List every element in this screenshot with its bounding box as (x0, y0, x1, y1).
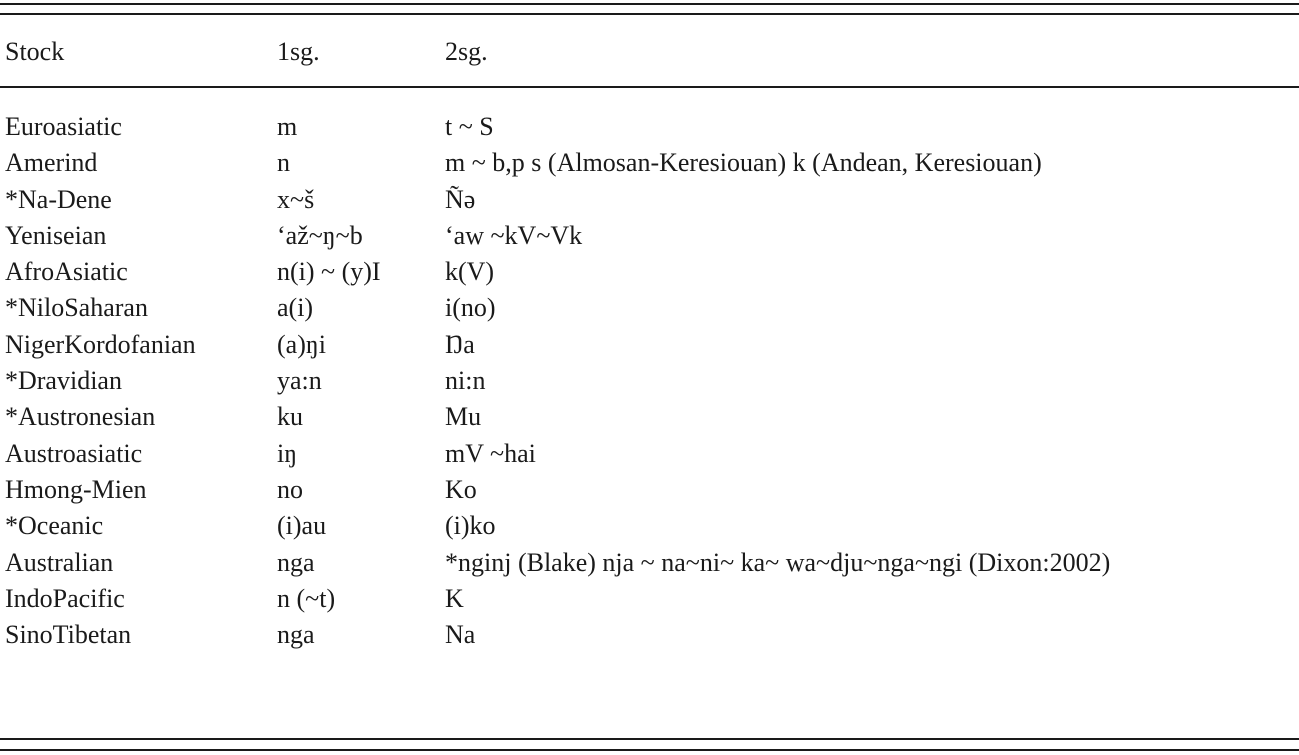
cell-stock: IndoPacific (5, 583, 125, 613)
cell-2sg: K (445, 583, 464, 613)
header-1sg: 1sg. (277, 37, 320, 66)
table-row (0, 399, 1299, 435)
table-row (0, 182, 1299, 218)
cell-stock: SinoTibetan (5, 620, 132, 650)
cell-stock: Australian (5, 547, 114, 577)
table-header-rule (0, 86, 1299, 88)
cell-stock: Euroasiatic (5, 112, 122, 141)
cell-1sg: ku (277, 402, 303, 432)
cell-2sg: ‘aw ~kV~Vk (445, 220, 583, 250)
cell-1sg: ya:n (277, 366, 322, 396)
table-row (0, 581, 1299, 617)
cell-1sg: n(i) ~ (y)I (277, 257, 381, 287)
table-header-row (0, 34, 1299, 70)
cell-1sg: nga (277, 620, 315, 650)
table-row (0, 617, 1299, 653)
table-row (0, 363, 1299, 399)
table-row (0, 109, 1299, 145)
table-row (0, 472, 1299, 508)
cell-2sg: *nginj (Blake) nja ~ na~ni~ ka~ wa~dju~nga~ngi (Dixon:2002) (445, 547, 1111, 577)
table-row (0, 436, 1299, 472)
header-stock: Stock (5, 37, 65, 66)
table-bottom-rule-inner (0, 738, 1299, 740)
cell-1sg: (i)au (277, 511, 327, 541)
cell-2sg: mV ~hai (445, 438, 536, 468)
cell-stock: NigerKordofanian (5, 329, 196, 359)
cell-2sg: (i)ko (445, 511, 496, 541)
table-body (0, 109, 1299, 653)
cell-2sg: Ko (445, 474, 477, 504)
cell-2sg: Ñə (445, 184, 476, 214)
cell-2sg: m ~ b,p s (Almosan-Keresiouan) k (Andean, Keresiouan) (445, 148, 1042, 178)
table-row (0, 508, 1299, 544)
table-top-rule-outer (0, 3, 1299, 5)
cell-1sg: m (277, 112, 298, 141)
cell-1sg: iŋ (277, 438, 298, 468)
cell-1sg: ‘až~ŋ~b (277, 220, 363, 250)
table-row (0, 327, 1299, 363)
cell-1sg: a(i) (277, 293, 314, 323)
cell-2sg: ni:n (445, 366, 486, 396)
cell-2sg: k(V) (445, 257, 495, 287)
cell-1sg: x~š (277, 184, 315, 214)
cell-stock: Hmong-Mien (5, 474, 147, 504)
cell-stock: Yeniseian (5, 220, 107, 250)
table-row (0, 218, 1299, 254)
cell-stock: *Austronesian (5, 402, 156, 432)
cell-2sg: i(no) (445, 293, 496, 323)
cell-1sg: (a)ŋi (277, 329, 326, 359)
table-row (0, 290, 1299, 326)
table-bottom-rule-outer (0, 749, 1299, 751)
cell-stock: *Dravidian (5, 366, 122, 396)
cell-2sg: Na (445, 620, 476, 650)
table-top-rule-inner (0, 13, 1299, 15)
header-2sg: 2sg. (445, 37, 488, 66)
table-row (0, 254, 1299, 290)
table-row (0, 545, 1299, 581)
cell-stock: *Na-Dene (5, 184, 112, 214)
cell-stock: AfroAsiatic (5, 257, 128, 287)
cell-stock: Amerind (5, 148, 98, 178)
table-row (0, 145, 1299, 181)
cell-stock: *NiloSaharan (5, 293, 148, 323)
cell-stock: Austroasiatic (5, 438, 143, 468)
cell-2sg: Ŋa (445, 329, 475, 359)
cell-1sg: nga (277, 547, 315, 577)
cell-1sg: no (277, 474, 303, 504)
cell-2sg: Mu (445, 402, 482, 432)
cell-1sg: n (~t) (277, 583, 336, 613)
cell-1sg: n (277, 148, 290, 178)
cell-stock: *Oceanic (5, 511, 104, 541)
cell-2sg: t ~ S (445, 112, 494, 141)
